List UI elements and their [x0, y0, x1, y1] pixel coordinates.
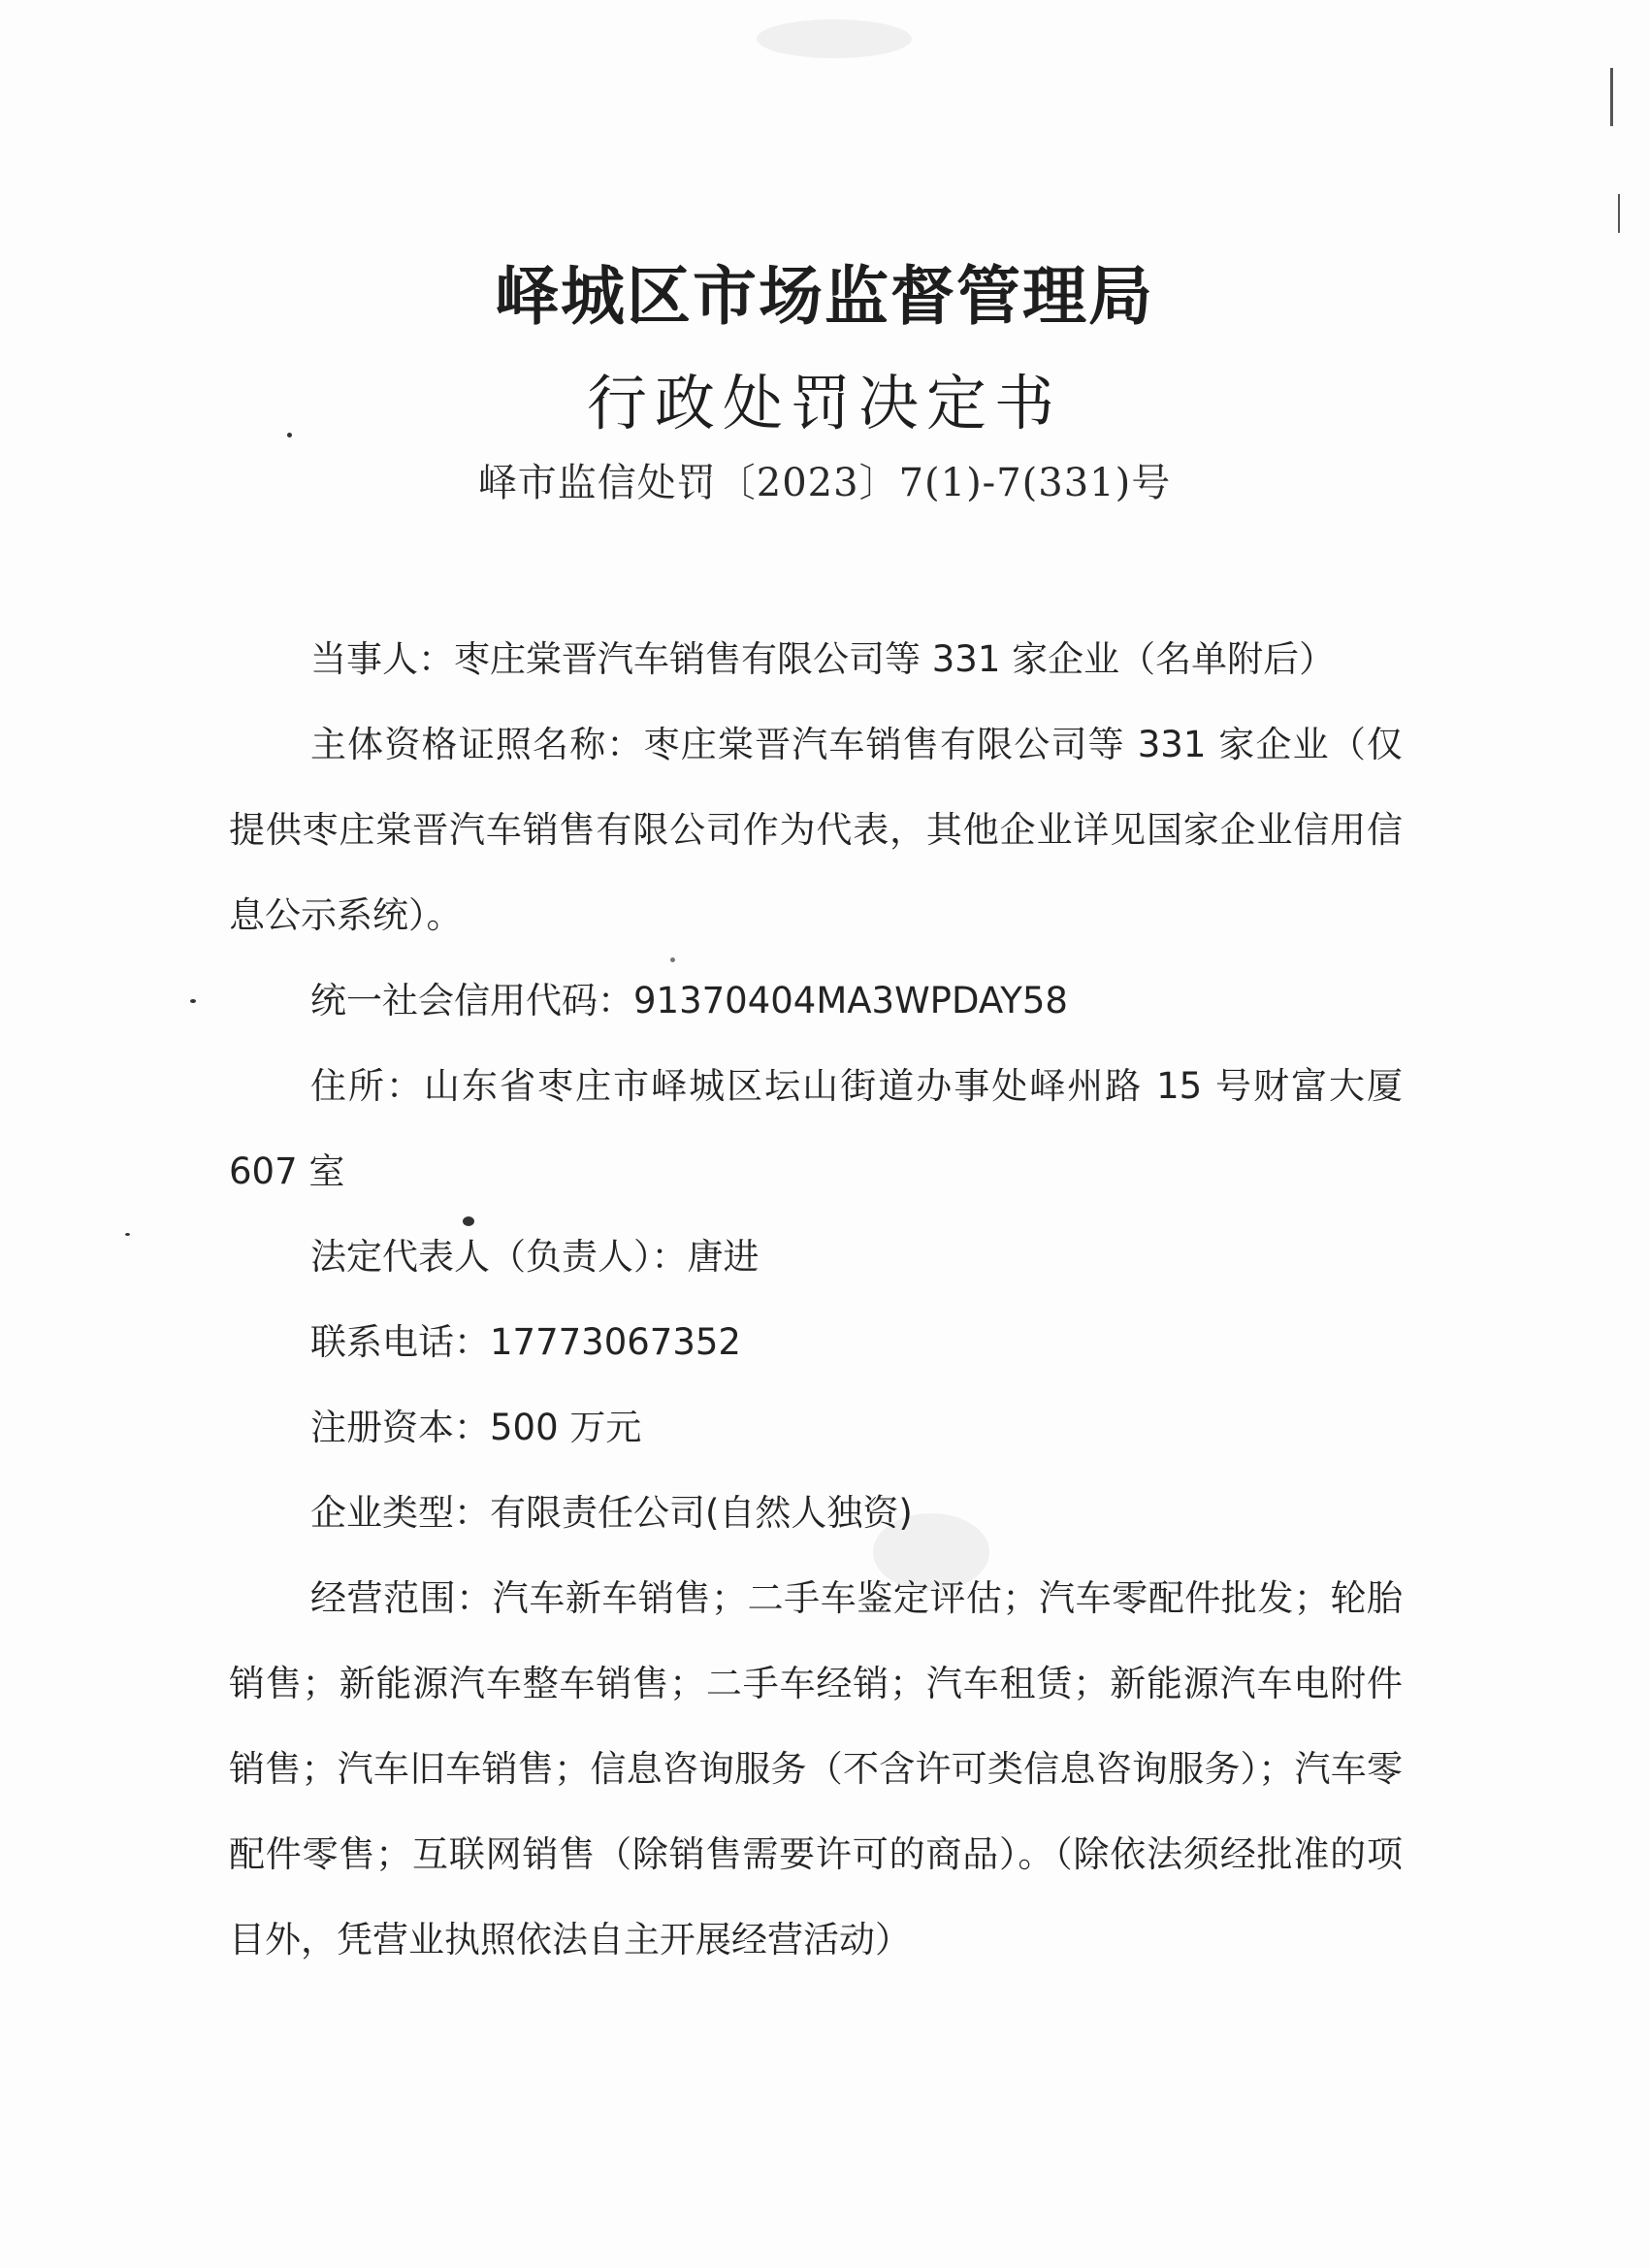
phone-value: 17773067352: [490, 1321, 741, 1363]
party-value: 枣庄棠晋汽车销售有限公司等 331 家企业（名单附后）: [454, 638, 1336, 680]
address-value: 山东省枣庄市峄城区坛山街道办事处峄州路 15 号财富大厦 607 室: [229, 1065, 1403, 1192]
document-body: [229, 617, 1403, 1983]
phone-label: 联系电话：: [310, 1321, 490, 1363]
license-name-value: 枣庄棠晋汽车销售有限公司等 331 家企业（仅提供枣庄棠晋汽车销售有限公司作为代表，其他企业详见国家企业信用信息公示系统）。: [229, 724, 1403, 936]
credit-code-paragraph: [229, 958, 1403, 1044]
phone-paragraph: [229, 1300, 1403, 1385]
business-scope-value: 汽车新车销售；二手车鉴定评估；汽车零配件批发；轮胎销售；新能源汽车整车销售；二手车经销；汽车租赁；新能源汽车电附件销售；汽车旧车销售；信息咨询服务（不含许可类信息咨询服务）；汽车零配件零售；互联网销售（除销售需要许可的商品）。（除依法须经批准的项目外，凭营业执照依法自主开展经营活动）: [229, 1577, 1404, 1960]
address-paragraph: [229, 1044, 1403, 1215]
party-label: 当事人：: [310, 638, 454, 680]
agency-title: 峄城区市场监督管理局: [495, 259, 1154, 334]
scan-edge-mark: [1618, 194, 1620, 233]
legal-rep-label: 法定代表人（负责人）：: [310, 1236, 688, 1278]
document-type-title: 行政处罚决定书: [586, 368, 1062, 438]
scan-edge-mark: [1610, 68, 1613, 126]
company-type-paragraph: [229, 1471, 1403, 1556]
capital-value: 500 万元: [490, 1407, 642, 1448]
scan-speck: [125, 1233, 130, 1236]
business-scope-paragraph: [229, 1556, 1403, 1983]
scan-smudge: [757, 19, 912, 58]
license-name-paragraph: [229, 702, 1403, 958]
legal-rep-paragraph: [229, 1215, 1403, 1300]
company-type-label: 企业类型：: [310, 1492, 490, 1534]
credit-code-value: 91370404MA3WPDAY58: [633, 980, 1068, 1021]
company-type-value: 有限责任公司(自然人独资): [490, 1492, 913, 1534]
credit-code-label: 统一社会信用代码：: [310, 980, 633, 1021]
legal-rep-value: 唐进: [687, 1236, 760, 1278]
address-label: 住所：: [310, 1065, 425, 1107]
scan-speck: [190, 999, 196, 1003]
license-name-label: 主体资格证照名称：: [310, 724, 644, 765]
business-scope-label: 经营范围：: [310, 1577, 493, 1619]
document-number: 峄市监信处罚〔2023〕7(1)-7(331)号: [477, 461, 1172, 505]
capital-paragraph: [229, 1385, 1403, 1471]
party-paragraph: [229, 617, 1403, 702]
capital-label: 注册资本：: [310, 1407, 490, 1448]
